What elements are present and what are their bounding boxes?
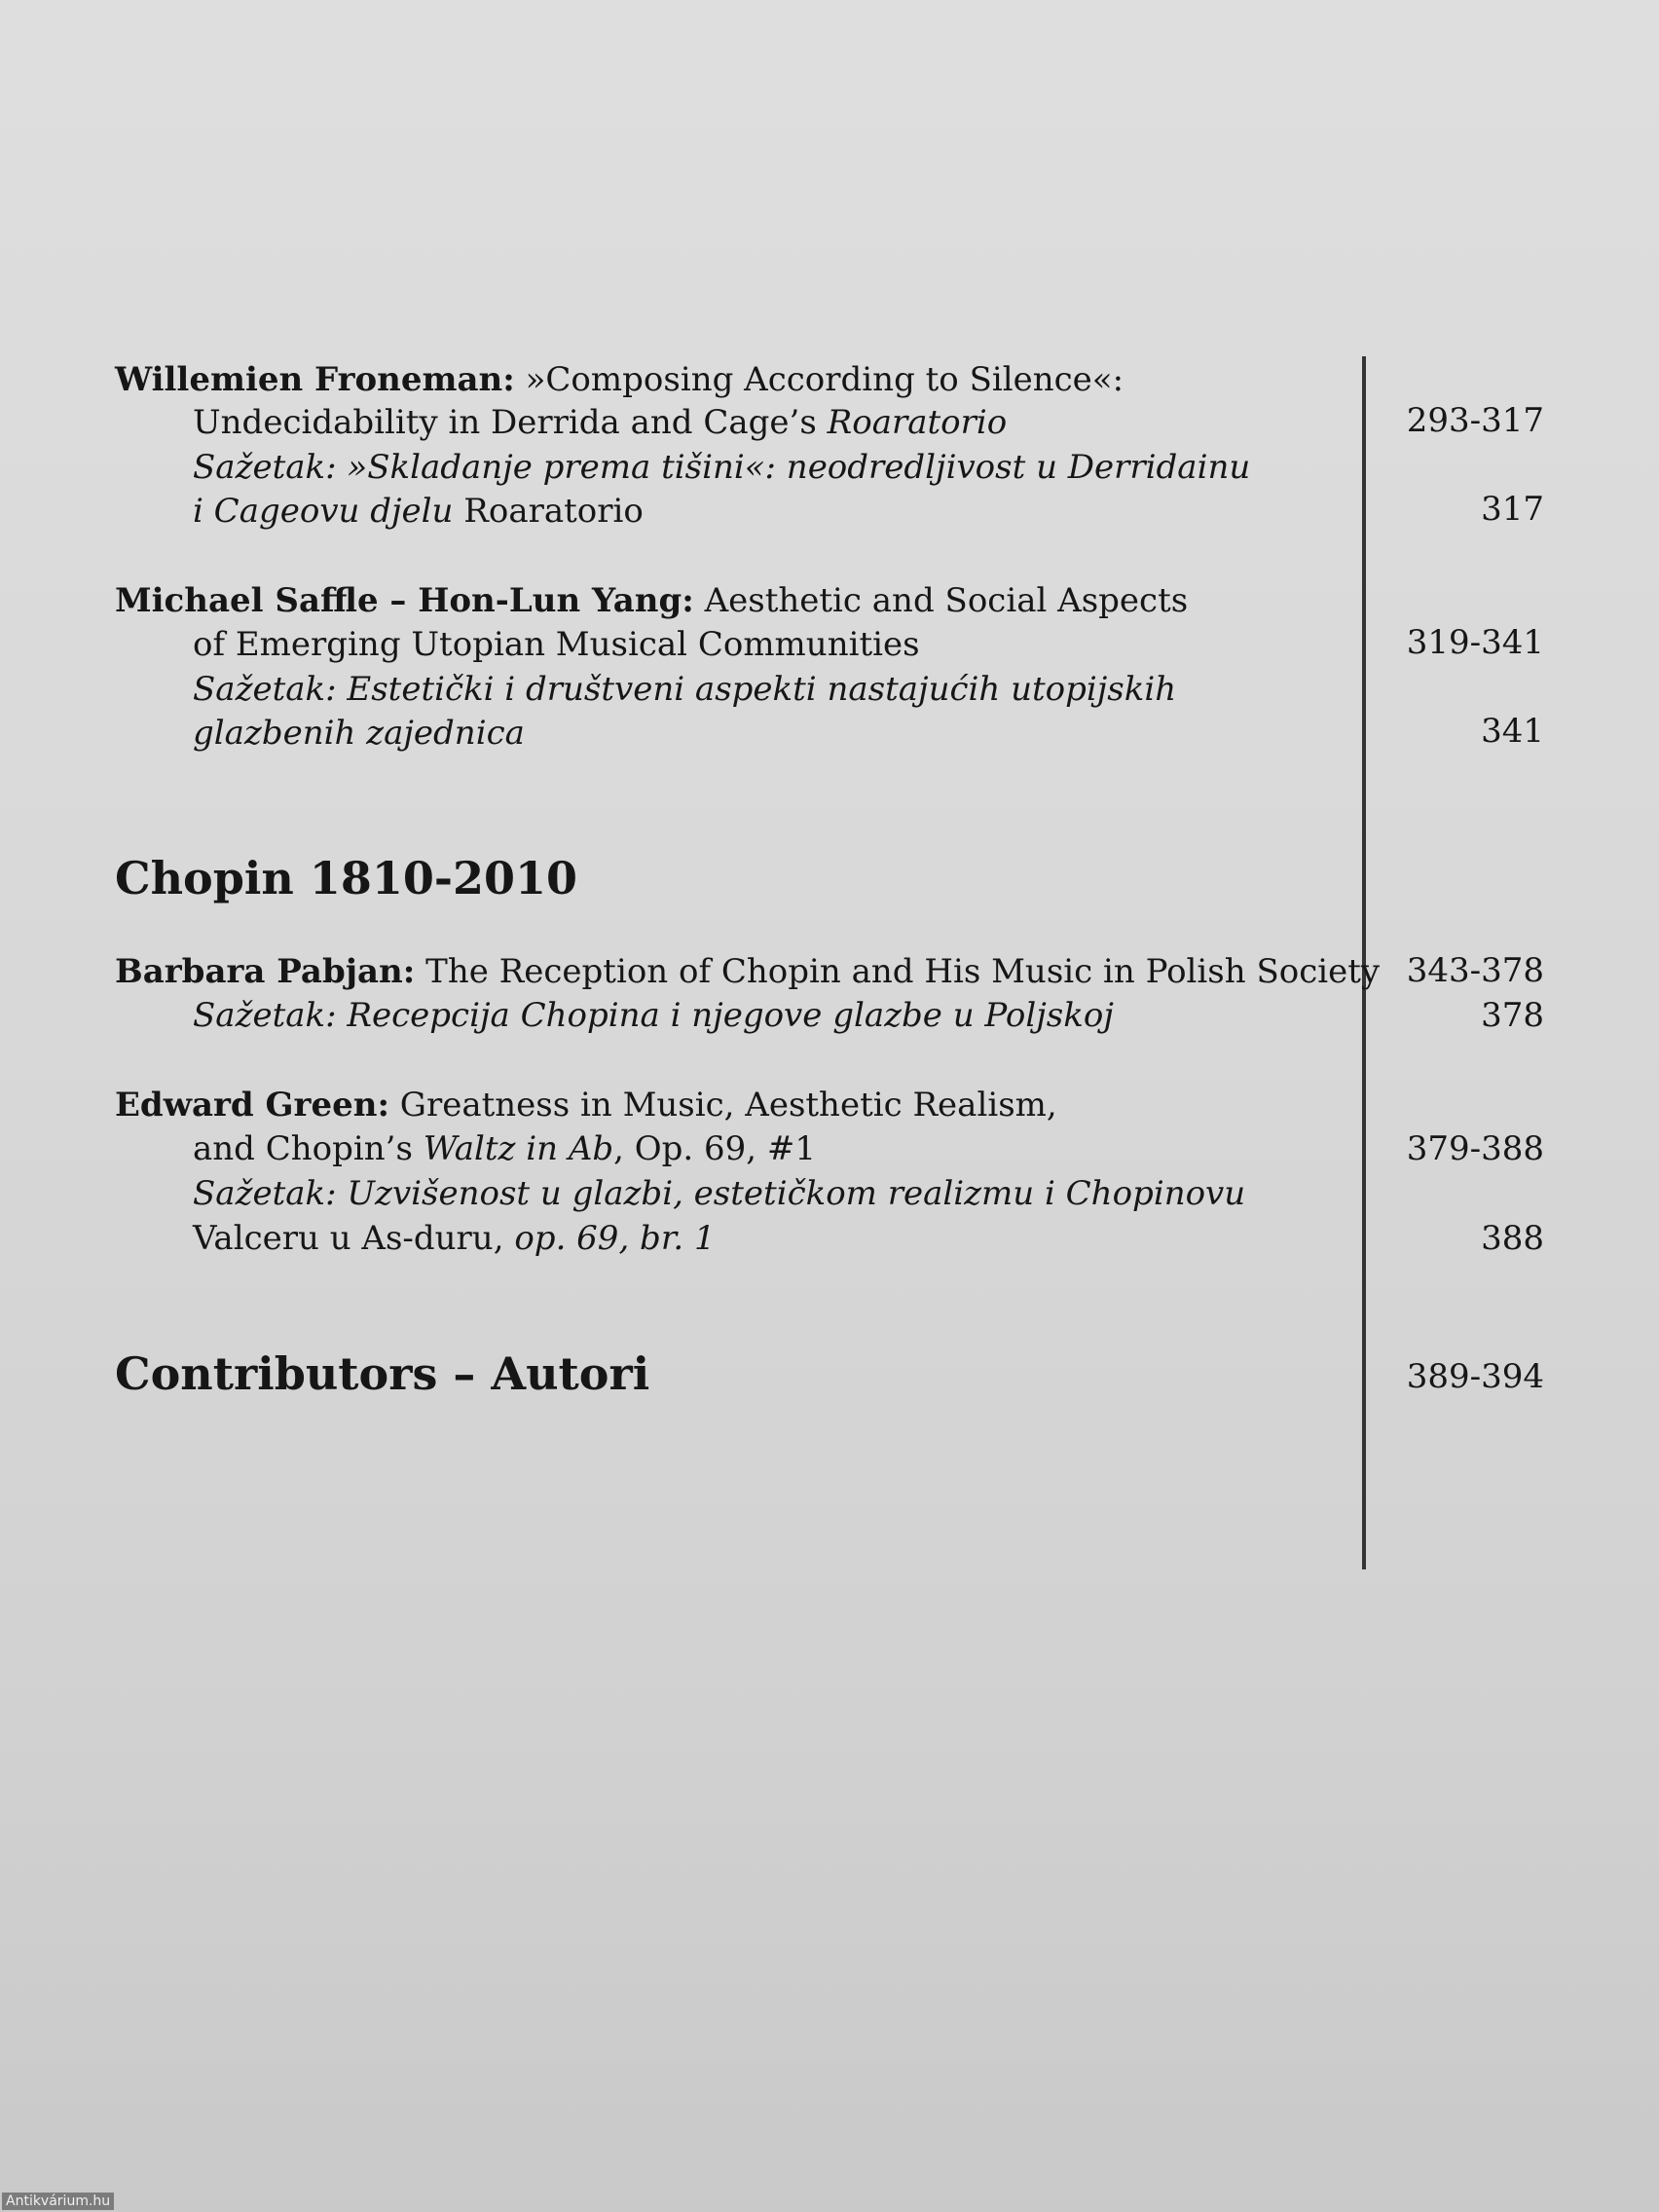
summary-text: op. 69, br. 1 — [514, 1219, 716, 1258]
summary-roman: Roaratorio — [463, 492, 644, 531]
entry-froneman-title-line-2 — [193, 401, 1007, 444]
author-name: Barbara Pabjan: — [115, 952, 416, 991]
summary-roman: Valceru u As-duru, — [193, 1219, 515, 1258]
author-name: Michael Saffle – Hon-Lun Yang: — [115, 581, 694, 620]
entry-green-title-line-1 — [115, 1084, 1057, 1126]
watermark-text: Antikvárium.hu — [2, 2193, 114, 2210]
author-name: Edward Green: — [115, 1086, 389, 1124]
entry-green-title-line-2 — [193, 1127, 816, 1170]
article-title-italic: Roaratorio — [827, 403, 1008, 442]
entry-pabjan-title-line-1 — [115, 950, 1380, 993]
article-title: , Op. 69, #1 — [613, 1129, 817, 1168]
section-heading-contributors: Contributors – Autori — [115, 1347, 650, 1400]
contributors-page-range: 389-394 — [1406, 1357, 1544, 1396]
article-title: Undecidability in Derrida and Cage’s — [193, 403, 828, 442]
summary-line-1: Sažetak: Recepcija Chopina i njegove glazbe u Poljskoj — [193, 996, 1114, 1035]
page-range: 343-378 — [1406, 951, 1544, 990]
summary-line-1: Sažetak: Estetički i društveni aspekti nastajućih utopijskih — [193, 670, 1177, 709]
author-name: Willemien Froneman: — [115, 360, 515, 399]
page-range: 319-341 — [1406, 623, 1544, 662]
summary-page: 341 — [1481, 712, 1544, 751]
article-title-italic: Waltz in Ab — [423, 1129, 614, 1168]
page-range: 379-388 — [1406, 1129, 1544, 1168]
summary-line-1: Sažetak: »Skladanje prema tišini«: neodredljivost u Derridainu — [193, 448, 1251, 487]
summary-page: 317 — [1481, 490, 1544, 529]
section-heading-chopin: Chopin 1810-2010 — [115, 852, 577, 904]
entry-saffle-title-line-2: of Emerging Utopian Musical Communities — [193, 625, 920, 664]
summary-line-1: Sažetak: Uzvišenost u glazbi, estetičkom realizmu i Chopinovu — [193, 1174, 1246, 1213]
summary-line-2: glazbenih zajednica — [193, 714, 525, 753]
article-title: Aesthetic and Social Aspects — [693, 581, 1189, 620]
summary-line-2 — [193, 1217, 716, 1260]
page-range: 293-317 — [1406, 401, 1544, 440]
summary-line-2 — [193, 490, 644, 533]
summary-text: i Cageovu djelu — [193, 492, 464, 531]
summary-page: 388 — [1481, 1219, 1544, 1258]
article-title: and Chopin’s — [193, 1129, 424, 1168]
article-title: The Reception of Chopin and His Music in Polish Society — [415, 952, 1381, 991]
article-title: Greatness in Music, Aesthetic Realism, — [389, 1086, 1057, 1124]
summary-page: 378 — [1481, 996, 1544, 1035]
entry-froneman-title-line-1 — [115, 358, 1124, 401]
entry-saffle-title-line-1 — [115, 579, 1188, 622]
article-title: »Composing According to Silence«: — [514, 360, 1124, 399]
